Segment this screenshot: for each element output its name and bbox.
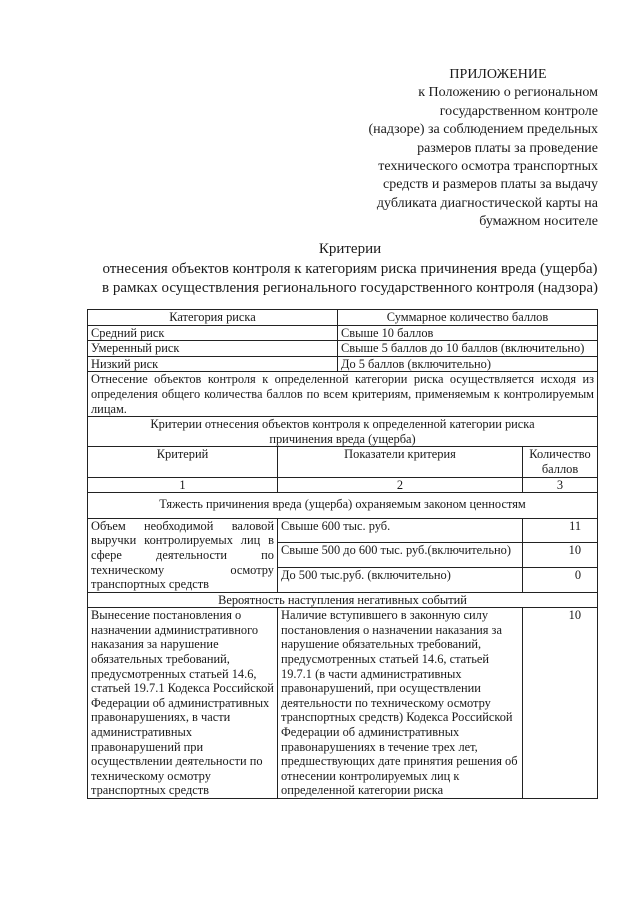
col-number: 1 (88, 477, 278, 493)
heading-title: Критерии (318, 241, 382, 257)
appendix-block (328, 66, 598, 232)
table-row (88, 447, 598, 477)
heading-line: в рамках осуществления регионального государственного контроля (надзора) (102, 280, 598, 296)
appendix-line: бумажном носителе (479, 214, 598, 230)
appendix-line: к Положению о региональном (418, 85, 598, 101)
risk-total-cell: До 5 баллов (включительно) (338, 356, 598, 372)
appendix-line: технического осмотра транспортных (378, 159, 598, 175)
section-probability: Вероятность наступления негативных событий (88, 592, 598, 608)
appendix-line: дубликата диагностической карты на (376, 195, 598, 211)
criterion-revenue: Объем необходимой валовой выручки контролируемых лиц в сфере деятельности по техническому осмотру транспортных средств (88, 518, 278, 592)
risk-total-header: Суммарное количество баллов (338, 310, 598, 326)
appendix-line: (надзоре) за соблюдением предельных (368, 122, 598, 138)
heading-line: отнесения объектов контроля к категориям риска причинения вреда (ущерба) (102, 260, 598, 277)
col-number: 3 (523, 477, 598, 493)
risk-category-cell: Низкий риск (88, 356, 338, 372)
table-row (88, 518, 598, 543)
table-row (88, 592, 598, 608)
risk-total-cell: Свыше 10 баллов (338, 325, 598, 341)
criterion-penalty: Вынесение постановления о назначении административного наказания за нарушение обязательных требований, предусмотренных статьей 14.6, статьей 19.7.1 Кодекса Российской Федерации об административных правонарушениях, в части административных правонарушений при осуществлении деятельности по техническому осмотру транспортных средств (88, 608, 278, 799)
col-header-criterion: Критерий (88, 447, 278, 477)
indicator-cell: Свыше 500 до 600 тыс. руб.(включительно) (278, 543, 523, 568)
appendix-line: государственном контроле (439, 103, 598, 119)
table-row (88, 372, 598, 417)
table-row (88, 325, 598, 341)
col-header-points: Количество баллов (523, 447, 598, 477)
col-header-indicators: Показатели критерия (278, 447, 523, 477)
indicator-cell: До 500 тыс.руб. (включительно) (278, 568, 523, 593)
points-cell: 0 (523, 568, 598, 593)
appendix-title: ПРИЛОЖЕНИЕ (449, 67, 547, 82)
points-cell: 11 (523, 518, 598, 543)
indicator-cell: Свыше 600 тыс. руб. (278, 518, 523, 543)
risk-category-cell: Средний риск (88, 325, 338, 341)
risk-note: Отнесение объектов контроля к определенной категории риска осуществляется исходя из определения общего количества баллов по всем критериям, применяемым к контролируемым лицам. (88, 372, 598, 417)
table-row (88, 493, 598, 519)
appendix-line: средств и размеров платы за выдачу (383, 177, 598, 193)
risk-total-cell: Свыше 5 баллов до 10 баллов (включительно) (338, 341, 598, 357)
table-row (88, 310, 598, 326)
section-severity: Тяжесть причинения вреда (ущерба) охраняемым законом ценностям (88, 493, 598, 519)
appendix-line: размеров платы за проведение (417, 140, 598, 156)
risk-category-header: Категория риска (88, 310, 338, 326)
indicator-cell: Наличие вступившего в законную силу постановления о назначении наказания за нарушение обязательных требований, предусмотренных статьей 14.6, статьей 19.7.1 (в части административных правонарушений, при осуществлении деятельности по техническому осмотру транспортных средств) Кодекса Российской Федерации об административных правонарушениях в течение трех лет, предшествующих дате принятия решения об отнесении контролируемых лиц к определенной категории риска (278, 608, 523, 799)
table-row (88, 341, 598, 357)
risk-category-cell: Умеренный риск (88, 341, 338, 357)
table-row (88, 608, 598, 799)
points-cell: 10 (523, 543, 598, 568)
table-row (88, 356, 598, 372)
criteria-table (87, 309, 598, 799)
document-heading (80, 240, 620, 299)
criteria-table-title: Критерии отнесения объектов контроля к определенной категории риска причинения вреда (ущерба) (88, 417, 598, 447)
table-row (88, 477, 598, 493)
points-cell: 10 (523, 608, 598, 799)
table-row (88, 417, 598, 447)
col-number: 2 (278, 477, 523, 493)
